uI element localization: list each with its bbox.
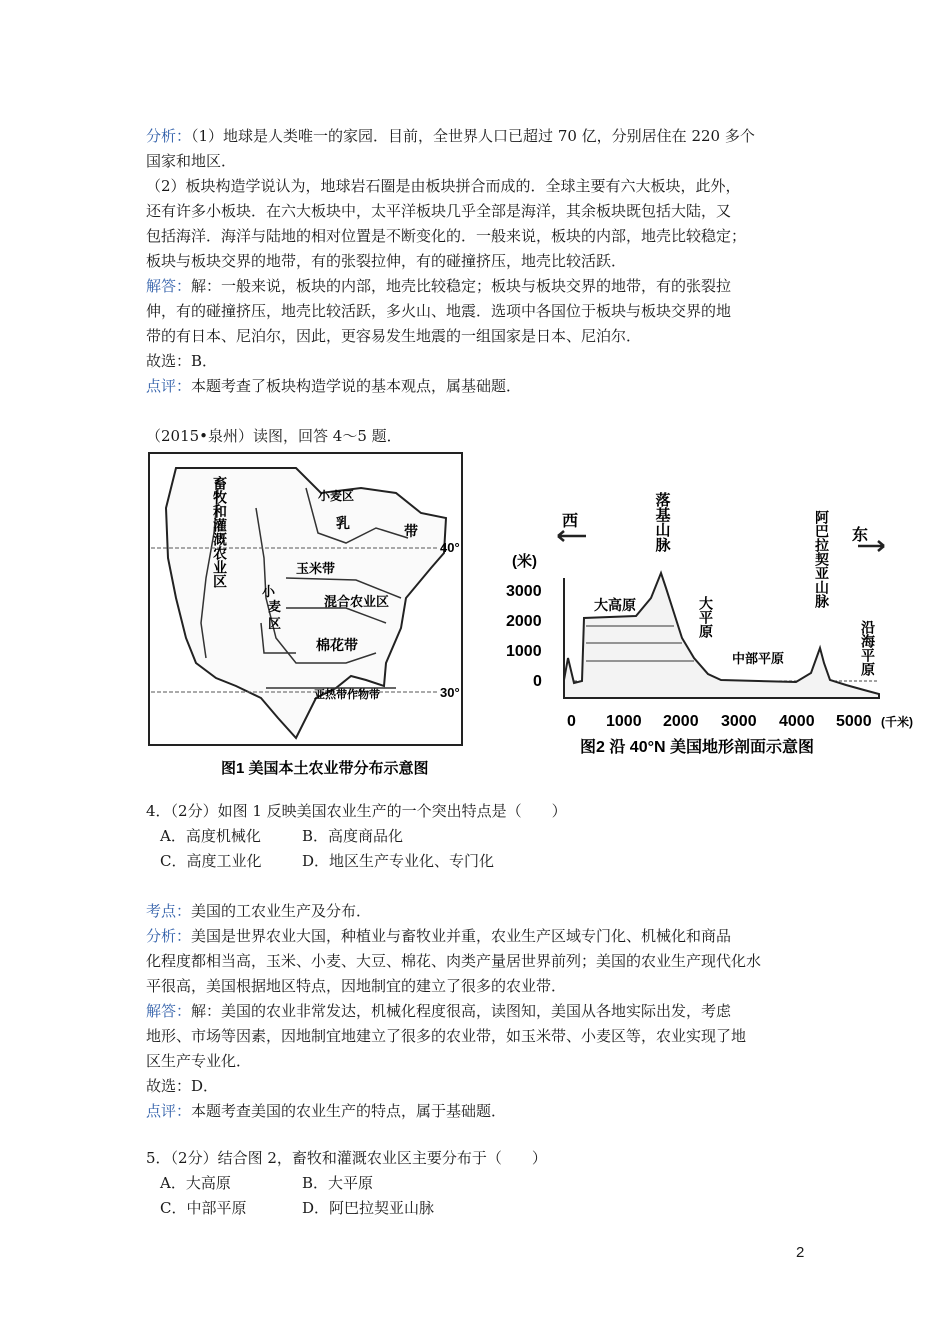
plateau-label: 大高原 <box>594 597 636 613</box>
q5-options-row-1 <box>146 1171 811 1196</box>
analysis-line: 还有许多小板块．在六大板块中，太平洋板块几乎全部是海洋，其余板块既包括大陆，又 <box>146 202 732 220</box>
y-tick-2000: 2000 <box>506 613 542 630</box>
analysis-label: 分析： <box>146 127 192 145</box>
q5-options-row-2 <box>146 1196 811 1221</box>
choice-line: 故选：D． <box>146 1077 219 1095</box>
analysis-line: 化程度都相当高，玉米、小麦、大豆、棉花、肉类产量居世界前列；美国的农业生产现代化水 <box>146 952 762 970</box>
analysis-label: 分析： <box>146 927 192 945</box>
figure-svg <box>146 448 913 783</box>
answer-line: 解答：解：美国的农业非常发达，机械化程度很高，读图知，美国从各地实际出发，考虑 <box>146 1002 732 1020</box>
analysis-block-2 <box>146 899 811 1124</box>
q4-option-b: B．高度商品化 <box>302 827 404 845</box>
answer-line: 带的有日本、尼泊尔，因此，更容易发生地震的一组国家是日本、尼泊尔． <box>146 327 642 345</box>
x-tick-5000: 5000 <box>836 713 872 730</box>
page-number: 2 <box>796 1244 805 1261</box>
wheat-b1-label: 小 <box>262 584 276 599</box>
analysis-line: 分析：（1）地球是人类唯一的家园．目前，全世界人口已超过 70 亿，分别居住在 220 多个 <box>146 127 755 145</box>
answer-line: 地形、市场等因素，因地制宜地建立了很多的农业带，如玉米带、小麦区等，农业实现了地 <box>146 1027 747 1045</box>
cotton-belt-label: 棉花带 <box>316 637 358 653</box>
q4-options-row-2 <box>146 849 811 874</box>
q5-option-d: D．阿巴拉契亚山脉 <box>302 1199 435 1217</box>
q4-options-row-1 <box>146 824 811 849</box>
appalachian-label: 阿巴拉契亚山脉 <box>814 510 830 608</box>
x-unit-label: (千米) <box>881 715 913 729</box>
question-5 <box>146 1146 811 1221</box>
answer-label: 解答： <box>146 277 192 295</box>
dairy-b-label: 带 <box>404 523 418 539</box>
x-tick-3000: 3000 <box>721 713 757 730</box>
fig2-caption: 图2 沿 40°N 美国地形剖面示意图 <box>580 739 814 756</box>
q4-option-c: C．高度工业化 <box>160 852 262 870</box>
analysis-block-1 <box>146 124 811 399</box>
q5-option-c: C．中部平原 <box>160 1199 247 1217</box>
lat-40-label: 40° <box>440 540 460 555</box>
kaodian-line: 考点：美国的工农业生产及分布． <box>146 902 372 920</box>
kaodian-label: 考点： <box>146 902 192 920</box>
comment-label: 点评： <box>146 377 192 395</box>
y-tick-3000: 3000 <box>506 583 542 600</box>
answer-line: 区生产专业化． <box>146 1052 252 1070</box>
fig1-caption: 图1 美国本土农业带分布示意图 <box>221 760 429 777</box>
comment-line: 点评：本题考查美国的农业生产的特点，属于基础题． <box>146 1102 507 1120</box>
x-tick-4000: 4000 <box>779 713 815 730</box>
answer-line: 伸，有的碰撞挤压，地壳比较活跃，多火山、地震．选项中各国位于板块与板块交界的地 <box>146 302 732 320</box>
q5-option-b: B．大平原 <box>302 1174 374 1192</box>
analysis-line: 国家和地区． <box>146 152 237 170</box>
x-tick-0: 0 <box>567 713 576 730</box>
answer-line: 解答：解：一般来说，板块的内部，地壳比较稳定；板块与板块交界的地带，有的张裂拉 <box>146 277 732 295</box>
lat-30-label: 30° <box>440 685 460 700</box>
pasture-label: 畜牧和灌溉农业区 <box>212 476 228 588</box>
dairy-a-label: 乳 <box>336 515 350 531</box>
q5-stem: 5．（2分）结合图 2，畜牧和灌溉农业区主要分布于（ ） <box>146 1149 547 1167</box>
figures <box>146 448 913 783</box>
q5-option-a: A．大高原 <box>160 1174 231 1192</box>
analysis-line: （2）板块构造学说认为，地球岩石圈是由板块拼合而成的．全球主要有六大板块，此外， <box>146 177 741 195</box>
rocky-label: 落基山脉 <box>653 492 671 552</box>
y-tick-0: 0 <box>533 673 542 690</box>
q4-option-d: D．地区生产专业化、专门化 <box>302 852 495 870</box>
x-tick-2000: 2000 <box>663 713 699 730</box>
plains-label: 大平原 <box>698 596 714 638</box>
central-plain-label: 中部平原 <box>732 651 785 666</box>
corn-belt-label: 玉米带 <box>296 561 336 576</box>
wheat-b2-label: 麦 <box>268 599 282 614</box>
subtropical-label: 亚热带作物带 <box>314 689 380 701</box>
fig1-map <box>149 453 462 777</box>
question-intro: （2015•泉州）读图，回答 4～5 题． <box>146 427 402 445</box>
analysis-line: 分析：美国是世界农业大国，种植业与畜牧业并重，农业生产区域专门化、机械化和商品 <box>146 927 732 945</box>
wheat-small-label: 小麦区 <box>318 489 355 503</box>
analysis-line: 平很高，美国根据地区特点，因地制宜的建立了很多的农业带． <box>146 977 567 995</box>
mixed-agri-label: 混合农业区 <box>324 594 390 609</box>
question-4 <box>146 799 811 874</box>
q4-option-a: A．高度机械化 <box>160 827 261 845</box>
answer-label: 解答： <box>146 1002 192 1020</box>
comment-label: 点评： <box>146 1102 192 1120</box>
analysis-line: 包括海洋．海洋与陆地的相对位置是不断变化的．一般来说，板块的内部，地壳比较稳定； <box>146 227 747 245</box>
choice-line: 故选：B． <box>146 352 218 370</box>
east-label: 东 <box>852 527 869 544</box>
wheat-b3-label: 区 <box>268 616 282 631</box>
x-tick-1000: 1000 <box>606 713 642 730</box>
coastal-plain-label: 沿海平原 <box>860 620 876 676</box>
fig2-profile <box>506 491 913 756</box>
west-label: 西 <box>562 513 579 530</box>
y-tick-1000: 1000 <box>506 643 542 660</box>
q4-stem: 4．（2分）如图 1 反映美国农业生产的一个突出特点是（ ） <box>146 802 567 820</box>
comment-line: 点评：本题考查了板块构造学说的基本观点，属基础题． <box>146 377 522 395</box>
y-unit-label: (米) <box>512 553 537 570</box>
analysis-line: 板块与板块交界的地带，有的张裂拉伸，有的碰撞挤压，地壳比较活跃． <box>146 252 627 270</box>
